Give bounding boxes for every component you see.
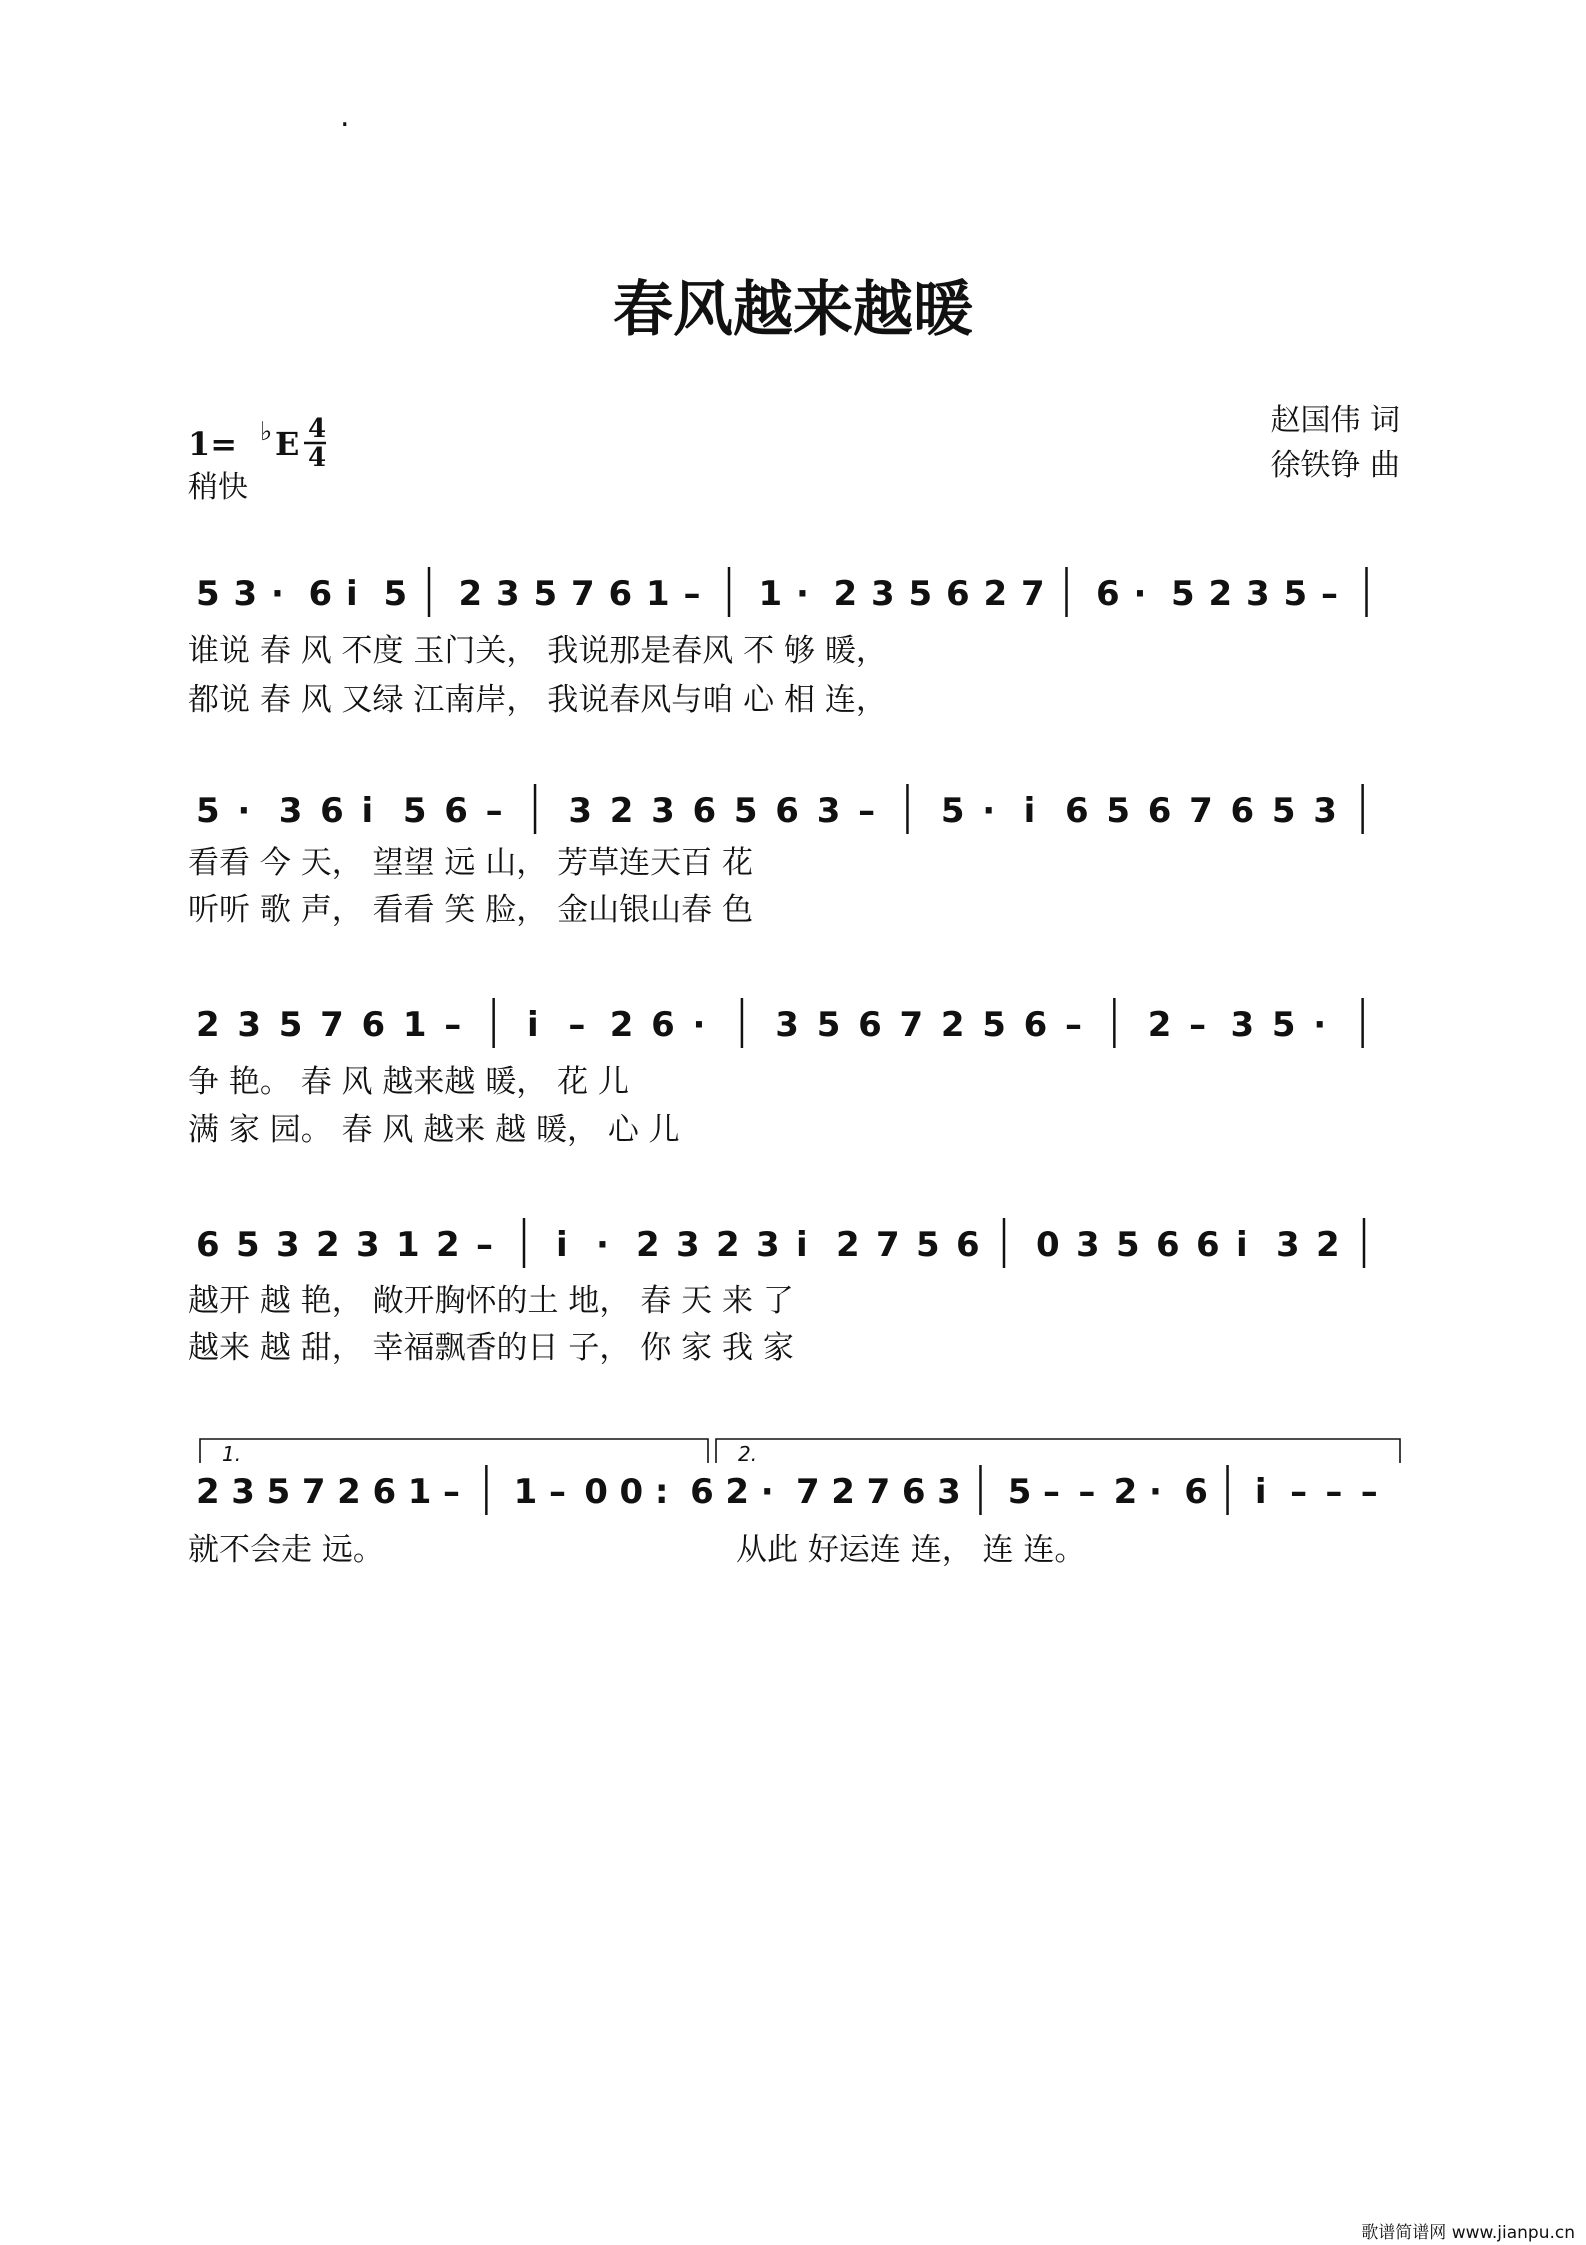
note-symbol: 2 bbox=[725, 1472, 750, 1512]
note-symbol: 1 bbox=[396, 1225, 420, 1265]
lyrics-line-1-verse-2: 都说 春 风 又绿 江南岸， 我说春风与咱 心 相 连， bbox=[188, 682, 887, 718]
note-symbol: 1 bbox=[646, 574, 670, 614]
note-symbol: – bbox=[485, 791, 503, 831]
note-symbol: · bbox=[271, 574, 284, 614]
note-symbol: 2 bbox=[983, 574, 1008, 614]
note-symbol: · bbox=[796, 574, 809, 614]
system-2 bbox=[188, 784, 1363, 928]
note-symbol: 3 bbox=[1276, 1225, 1300, 1265]
note-symbol: 0 bbox=[1036, 1225, 1060, 1265]
note-symbol: 3 bbox=[1230, 1005, 1255, 1045]
note-symbol: 2 bbox=[1147, 1005, 1172, 1045]
note-symbol: · bbox=[760, 1472, 774, 1512]
footer-watermark: 歌谱简谱网 www.jianpu.cn bbox=[1361, 2223, 1575, 2243]
note-symbol: – bbox=[683, 574, 701, 614]
note-symbol: : bbox=[654, 1472, 669, 1512]
note-symbol: 2 bbox=[196, 1472, 220, 1512]
note-symbol: – bbox=[1189, 1005, 1207, 1045]
note-symbol: 5 bbox=[1007, 1472, 1032, 1512]
note-symbol: – bbox=[858, 791, 876, 831]
note-symbol: 5 bbox=[1106, 791, 1131, 831]
note-symbol: 5 bbox=[236, 1225, 260, 1265]
note-symbol: 5 bbox=[383, 574, 408, 614]
note-symbol: 2 bbox=[316, 1225, 340, 1265]
note-symbol: 7 bbox=[876, 1225, 900, 1265]
note-symbol: 3 bbox=[651, 791, 675, 831]
ending-2-label: 2. bbox=[738, 1442, 758, 1466]
note-symbol: 5 bbox=[940, 791, 965, 831]
note-symbol: 6 bbox=[901, 1472, 926, 1512]
lyrics-line-1-verse-1: 谁说 春 风 不度 玉门关， 我说那是春风 不 够 暖， bbox=[188, 633, 887, 669]
key-letter: E bbox=[275, 425, 300, 463]
note-symbol: i̇ bbox=[346, 574, 358, 614]
note-symbol: 6 bbox=[1230, 791, 1255, 831]
note-symbol: 6 bbox=[608, 574, 633, 614]
note-symbol: 6 bbox=[320, 791, 344, 831]
note-symbol: i bbox=[1254, 1472, 1267, 1512]
composer-credit: 徐铁铮 曲 bbox=[1270, 448, 1400, 483]
note-symbol: 3 bbox=[237, 1005, 262, 1045]
corner-mark: . bbox=[340, 99, 350, 134]
time-signature-top: 4 bbox=[308, 414, 327, 444]
note-symbol: · bbox=[982, 791, 996, 831]
note-symbol: – bbox=[1078, 1472, 1096, 1512]
note-symbol: 2 bbox=[337, 1472, 361, 1512]
note-symbol: – bbox=[1043, 1472, 1061, 1512]
note-symbol: 6 bbox=[372, 1472, 397, 1512]
note-symbol: – bbox=[1325, 1472, 1343, 1512]
note-symbol: 3 bbox=[756, 1225, 780, 1265]
note-symbol: 6 bbox=[956, 1225, 980, 1265]
ending-1-label: 1. bbox=[222, 1442, 242, 1466]
lyrics-line-2-verse-1: 看看 今 天， 望望 远 山， 芳草连天百 花 bbox=[188, 845, 753, 881]
note-symbol: 3 bbox=[231, 1472, 255, 1512]
note-symbol: 0 bbox=[584, 1472, 608, 1512]
note-symbol: 5 bbox=[1116, 1225, 1140, 1265]
note-symbol: 2 bbox=[636, 1225, 660, 1265]
note-symbol: 6 bbox=[1023, 1005, 1048, 1045]
note-symbol: · bbox=[1133, 574, 1147, 614]
lyrics-line-4-verse-1: 越开 越 艳， 敞开胸怀的土 地， 春 天 来 了 bbox=[188, 1283, 794, 1319]
note-symbol: – bbox=[1064, 1005, 1082, 1045]
key-label: 1= bbox=[188, 425, 238, 463]
note-symbol: · bbox=[1148, 1472, 1162, 1512]
note-symbol: 2 bbox=[196, 1005, 220, 1045]
note-symbol: – bbox=[548, 1472, 566, 1512]
note-symbol: i bbox=[796, 1225, 808, 1265]
note-symbol: 6 bbox=[308, 574, 333, 614]
note-symbol: 2 bbox=[609, 791, 634, 831]
note-symbol: 2 bbox=[940, 1005, 965, 1045]
note-symbol: – bbox=[476, 1225, 493, 1265]
note-symbol: i bbox=[1023, 791, 1036, 831]
note-symbol: 2 bbox=[831, 1472, 855, 1512]
note-symbol: 6 bbox=[651, 1005, 675, 1045]
lyrics-line-3-verse-2: 满 家 园。 春 风 越来 越 暖， 心 儿 bbox=[188, 1112, 680, 1148]
note-symbol: 5 bbox=[533, 574, 558, 614]
note-symbol: 2 bbox=[436, 1225, 460, 1265]
note-symbol: 1 bbox=[407, 1472, 432, 1512]
note-symbol: 1 bbox=[758, 574, 783, 614]
note-symbol: 3 bbox=[1246, 574, 1270, 614]
system-3 bbox=[188, 998, 1363, 1148]
note-symbol: – bbox=[443, 1472, 461, 1512]
note-symbol: – bbox=[1321, 574, 1338, 614]
note-symbol: · bbox=[1313, 1005, 1327, 1045]
note-symbol: 3 bbox=[278, 791, 303, 831]
note-symbol: 3 bbox=[937, 1472, 961, 1512]
note-symbol: – bbox=[1360, 1472, 1378, 1512]
note-symbol: 5 bbox=[816, 1005, 841, 1045]
note-symbol: 5 bbox=[982, 1005, 1006, 1045]
note-symbol: 2 bbox=[1316, 1225, 1340, 1265]
note-symbol: 2 bbox=[1113, 1472, 1138, 1512]
note-symbol: 5 bbox=[196, 791, 220, 831]
note-symbol: 6 bbox=[775, 791, 799, 831]
note-symbol: 5 bbox=[1271, 1005, 1296, 1045]
note-symbol: 7 bbox=[1189, 791, 1213, 831]
note-symbol: 6 bbox=[1064, 791, 1089, 831]
note-symbol: – bbox=[568, 1005, 586, 1045]
note-symbol: 3 bbox=[775, 1005, 799, 1045]
note-symbol: 5 bbox=[266, 1472, 291, 1512]
system-4 bbox=[188, 1218, 1364, 1366]
lyrics-line-5-ending-2: 从此 好运连 连， 连 连。 bbox=[736, 1532, 1086, 1568]
note-symbol: 6 bbox=[1096, 574, 1120, 614]
note-symbol: 3 bbox=[496, 574, 520, 614]
note-symbol: – bbox=[444, 1005, 462, 1045]
lyrics-line-2-verse-2: 听听 歌 声， 看看 笑 脸， 金山银山春 色 bbox=[188, 892, 753, 928]
lyrics-line-4-verse-2: 越来 越 甜， 幸福飘香的日 子， 你 家 我 家 bbox=[188, 1330, 794, 1366]
note-symbol: 5 bbox=[916, 1225, 940, 1265]
note-symbol: 7 bbox=[866, 1472, 891, 1512]
note-symbol: 6 bbox=[444, 791, 468, 831]
note-symbol: 5 bbox=[1171, 574, 1195, 614]
flat-symbol: ♭ bbox=[260, 417, 273, 447]
note-symbol: 7 bbox=[796, 1472, 820, 1512]
system-5 bbox=[188, 1439, 1400, 1568]
note-symbol: 2 bbox=[1208, 574, 1233, 614]
note-symbol: · bbox=[237, 791, 251, 831]
note-symbol: 7 bbox=[320, 1005, 344, 1045]
note-symbol: i bbox=[556, 1225, 568, 1265]
lyrics-line-3-verse-1: 争 艳。 春 风 越来越 暖， 花 儿 bbox=[188, 1064, 629, 1100]
lyricist-credit: 赵国伟 词 bbox=[1270, 403, 1400, 438]
note-symbol: 2 bbox=[458, 574, 483, 614]
note-symbol: 2 bbox=[609, 1005, 634, 1045]
note-symbol: 5 bbox=[402, 791, 427, 831]
note-symbol: 6 bbox=[196, 1225, 220, 1265]
ending-2-bracket bbox=[716, 1439, 1400, 1463]
note-symbol: 6 bbox=[946, 574, 970, 614]
note-symbol: 1 bbox=[513, 1472, 538, 1512]
note-symbol: 3 bbox=[568, 791, 593, 831]
note-symbol: 0 bbox=[619, 1472, 644, 1512]
time-signature-bottom: 4 bbox=[308, 443, 327, 473]
note-symbol: 6 bbox=[1156, 1225, 1180, 1265]
note-symbol: 5 bbox=[196, 574, 220, 614]
note-symbol: 3 bbox=[1076, 1225, 1100, 1265]
lyrics-line-5-ending-1: 就不会走 远。 bbox=[188, 1532, 384, 1568]
note-symbol: i bbox=[361, 791, 374, 831]
note-symbol: 3 bbox=[871, 574, 895, 614]
note-symbol: 6 bbox=[858, 1005, 882, 1045]
note-symbol: 3 bbox=[1313, 791, 1337, 831]
note-symbol: 5 bbox=[1271, 791, 1296, 831]
note-symbol: · bbox=[596, 1225, 609, 1265]
note-symbol: 3 bbox=[676, 1225, 700, 1265]
note-symbol: 6 bbox=[361, 1005, 386, 1045]
ending-1-bracket bbox=[200, 1439, 708, 1463]
note-symbol: 1 bbox=[402, 1005, 427, 1045]
note-symbol: 7 bbox=[899, 1005, 924, 1045]
note-symbol: 3 bbox=[356, 1225, 380, 1265]
tempo-marking: 稍快 bbox=[188, 470, 248, 505]
song-title: 春风越来越暖 bbox=[613, 275, 973, 345]
note-symbol: 2 bbox=[836, 1225, 860, 1265]
note-symbol: – bbox=[1290, 1472, 1308, 1512]
note-symbol: 7 bbox=[571, 574, 595, 614]
note-symbol: i bbox=[1236, 1225, 1248, 1265]
note-symbol: 2 bbox=[716, 1225, 740, 1265]
note-symbol: 6 bbox=[1147, 791, 1172, 831]
note-symbol: 3 bbox=[816, 791, 841, 831]
note-symbol: 7 bbox=[1021, 574, 1045, 614]
note-symbol: 5 bbox=[733, 791, 758, 831]
note-symbol: 5 bbox=[1283, 574, 1308, 614]
system-1 bbox=[188, 567, 1367, 718]
note-symbol: 6 bbox=[1184, 1472, 1208, 1512]
note-symbol: 6 bbox=[690, 1472, 714, 1512]
note-symbol: 2 bbox=[833, 574, 858, 614]
note-symbol: 7 bbox=[301, 1472, 326, 1512]
note-symbol: · bbox=[692, 1005, 706, 1045]
note-symbol: 6 bbox=[692, 791, 717, 831]
note-symbol: 6 bbox=[1196, 1225, 1220, 1265]
note-symbol: 3 bbox=[276, 1225, 300, 1265]
note-symbol: 5 bbox=[278, 1005, 303, 1045]
note-symbol: 3 bbox=[233, 574, 258, 614]
note-symbol: 5 bbox=[908, 574, 933, 614]
note-symbol: i bbox=[527, 1005, 539, 1045]
